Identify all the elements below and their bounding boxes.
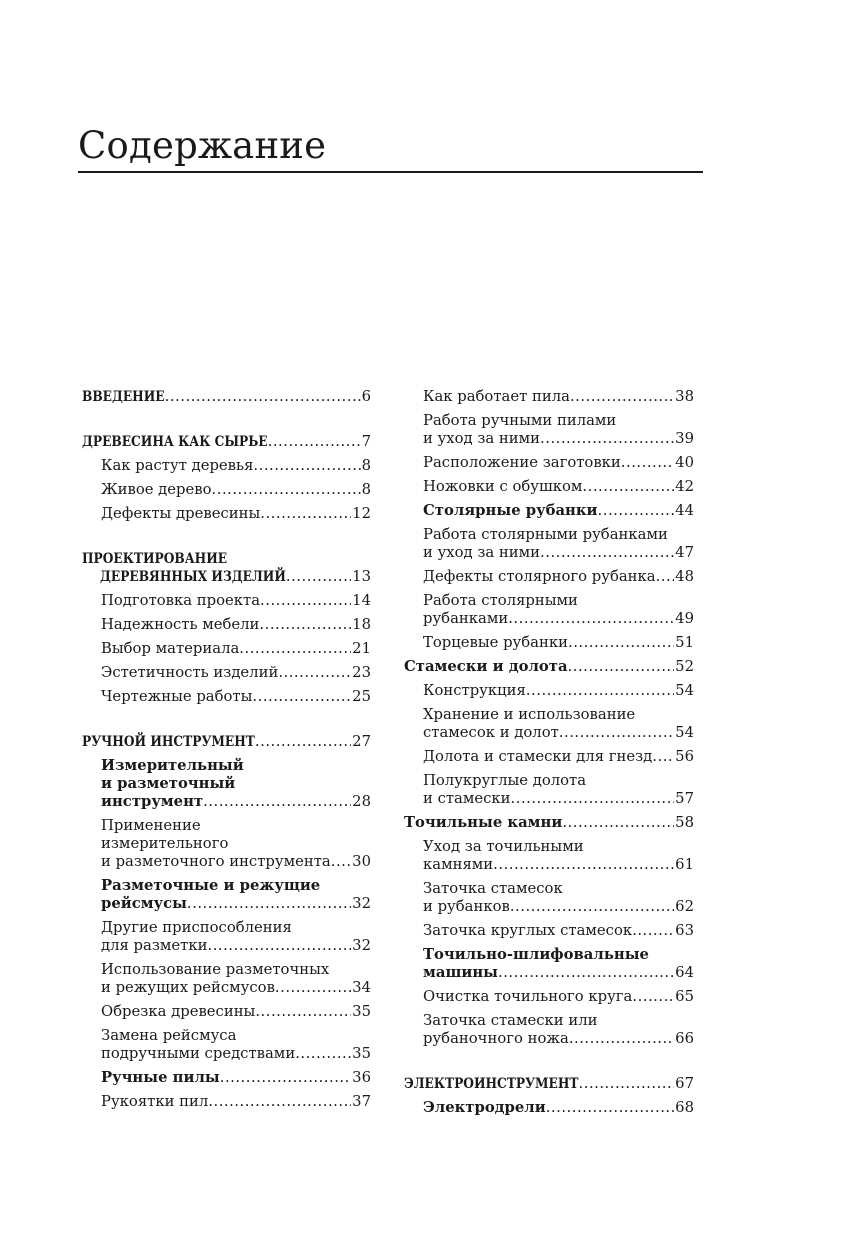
dot-leader	[252, 688, 351, 706]
toc-entry	[404, 658, 694, 676]
toc-entry-title: Торцевые рубанки	[423, 634, 568, 651]
toc-entry-last-line	[101, 979, 371, 997]
toc-entry-last-line	[423, 988, 694, 1006]
toc-entry-line: Уход за точильными	[423, 838, 584, 855]
toc-entry-line: Измерительный	[101, 757, 244, 774]
dot-leader	[207, 937, 351, 955]
toc-entry-page-number: 48	[675, 568, 694, 585]
toc-entry	[82, 757, 371, 811]
toc-entry	[82, 817, 371, 871]
toc-entry	[82, 505, 371, 523]
toc-entry-page-number: 8	[361, 457, 371, 474]
toc-entry-page-number: 28	[352, 793, 371, 810]
toc-entry	[82, 592, 371, 610]
toc-entry-last-line	[101, 592, 371, 610]
toc-entry-line: Полукруглые долота	[423, 772, 587, 789]
toc-entry	[404, 814, 694, 832]
toc-entry-page-number: 32	[352, 895, 371, 912]
dot-leader	[331, 853, 351, 871]
toc-entry-page-number: 38	[675, 388, 694, 405]
toc-entry-last-line	[101, 616, 371, 634]
toc-entry-last-line	[82, 568, 371, 586]
toc-entry	[82, 919, 371, 955]
toc-entry-line: Работа столярными рубанками	[423, 526, 668, 543]
toc-entry-title: Точильные камни	[404, 814, 563, 831]
toc-entry-last-line	[423, 790, 694, 808]
toc-entry-title: Как работает пила	[423, 388, 570, 405]
dot-leader	[568, 658, 675, 676]
toc-entry	[82, 664, 371, 682]
toc-entry	[404, 526, 694, 562]
toc-entry-title: рубанками	[423, 610, 509, 627]
toc-entry	[404, 1012, 694, 1048]
toc-entry-page-number: 51	[675, 634, 694, 651]
toc-entry-line: Замена рейсмуса	[101, 1027, 237, 1044]
toc-entry-page-number: 25	[352, 688, 371, 705]
toc-entry-last-line	[82, 388, 371, 406]
toc-entry-last-line	[423, 430, 694, 448]
toc-entry-last-line	[423, 856, 694, 874]
toc-entry-page-number: 23	[352, 664, 371, 681]
toc-entry-title: камнями	[423, 856, 494, 873]
toc-entry-line: Точильно-шлифовальные	[423, 946, 649, 963]
toc-entry-title: Ножовки с обушком	[423, 478, 583, 495]
dot-leader	[582, 478, 674, 496]
toc-entry-page-number: 30	[352, 853, 371, 870]
toc-entry-last-line	[423, 1099, 694, 1117]
toc-entry-last-line	[423, 610, 694, 628]
toc-entry	[82, 616, 371, 634]
toc-entry	[82, 877, 371, 913]
toc-entry-page-number: 57	[675, 790, 694, 807]
toc-entry-last-line	[101, 793, 371, 811]
toc-entry-last-line	[101, 457, 371, 475]
dot-leader	[208, 1093, 351, 1111]
toc-entry-title: Электродрели	[423, 1099, 546, 1116]
toc-entry-last-line	[101, 1069, 371, 1087]
toc-entry-title: и разметочного инструмента	[101, 853, 331, 870]
toc-entry-page-number: 66	[675, 1030, 694, 1047]
toc-entry-title: Долота и стамески для гнезд	[423, 748, 653, 765]
toc-entry-title: Дефекты столярного рубанка	[423, 568, 656, 585]
toc-entry-title: стамесок и долот	[423, 724, 559, 741]
toc-entry-page-number: 52	[675, 658, 694, 675]
toc-entry-page-number: 14	[352, 592, 371, 609]
toc-entry-page-number: 36	[352, 1069, 371, 1086]
toc-entry-page-number: 61	[675, 856, 694, 873]
dot-leader	[295, 1045, 351, 1063]
dot-leader	[275, 979, 351, 997]
dot-leader	[510, 898, 674, 916]
toc-entry-title: Чертежные работы	[101, 688, 253, 705]
toc-entry-line: Работа ручными пилами	[423, 412, 617, 429]
toc-entry	[82, 1093, 371, 1111]
toc-entry-title: и уход за ними	[423, 544, 541, 561]
dot-leader	[570, 388, 674, 406]
toc-entry-title: Ручные пилы	[101, 1069, 220, 1086]
dot-leader	[239, 640, 351, 658]
dot-leader	[540, 544, 674, 562]
toc-entry-title: рубаночного ножа	[423, 1030, 569, 1047]
toc-entry	[82, 961, 371, 997]
toc-entry-title: Надежность мебели	[101, 616, 260, 633]
toc-entry	[404, 748, 694, 766]
toc-entry-line: Другие приспособления	[101, 919, 292, 936]
toc-entry-title: ДЕРЕВЯННЫХ ИЗДЕЛИЙ	[100, 569, 286, 585]
dot-leader	[540, 430, 674, 448]
dot-leader	[511, 790, 675, 808]
toc-entry-title: подручными средствами	[101, 1045, 296, 1062]
toc-entry	[82, 1069, 371, 1087]
dot-leader	[268, 433, 361, 451]
toc-entry-last-line	[423, 898, 694, 916]
toc-entry-page-number: 37	[352, 1093, 371, 1110]
dot-leader	[656, 568, 675, 586]
toc-entry-line: измерительного	[101, 835, 229, 852]
toc-entry-line: ПРОЕКТИРОВАНИЕ	[82, 551, 228, 567]
toc-entry-title: ЭЛЕКТРОИНСТРУМЕНТ	[404, 1076, 579, 1092]
toc-entry	[404, 838, 694, 874]
dot-leader	[493, 856, 674, 874]
toc-entry-page-number: 35	[352, 1045, 371, 1062]
toc-entry	[82, 481, 371, 499]
toc-entry-title: рейсмусы	[101, 895, 187, 912]
toc-entry-last-line	[101, 895, 371, 913]
toc-entry-title: Как растут деревья	[101, 457, 254, 474]
toc-entry-last-line	[423, 454, 694, 472]
dot-leader	[579, 1075, 675, 1093]
toc-entry-page-number: 54	[675, 724, 694, 741]
toc-entry	[82, 688, 371, 706]
toc-entry-page-number: 13	[352, 568, 371, 585]
toc-entry	[404, 592, 694, 628]
toc-entry-line: Работа столярными	[423, 592, 578, 609]
toc-entry	[404, 1075, 694, 1093]
toc-entry-page-number: 18	[352, 616, 371, 633]
toc-entry-last-line	[101, 1093, 371, 1111]
toc-entry-line: Хранение и использование	[423, 706, 636, 723]
dot-leader	[220, 1069, 351, 1087]
toc-entry-page-number: 42	[675, 478, 694, 495]
toc-entry-page-number: 40	[675, 454, 694, 471]
dot-leader	[255, 733, 351, 751]
toc-entry	[404, 682, 694, 700]
toc-entry-page-number: 68	[675, 1099, 694, 1116]
toc-entry	[404, 946, 694, 982]
toc-entry-last-line	[423, 502, 694, 520]
toc-entry-last-line	[423, 682, 694, 700]
toc-entry-last-line	[101, 505, 371, 523]
toc-entry	[82, 733, 371, 751]
toc-entry	[404, 706, 694, 742]
toc-entry-last-line	[423, 964, 694, 982]
dot-leader	[569, 1030, 674, 1048]
toc-entry-last-line	[423, 544, 694, 562]
toc-entry-page-number: 65	[675, 988, 694, 1005]
toc-entry-last-line	[423, 922, 694, 940]
toc-entry-page-number: 47	[675, 544, 694, 561]
toc-right-column	[404, 388, 694, 1117]
toc-entry-title: Стамески и долота	[404, 658, 568, 675]
toc-entry-line: Использование разметочных	[101, 961, 330, 978]
toc-entry-page-number: 64	[675, 964, 694, 981]
toc-entry	[82, 640, 371, 658]
toc-entry-last-line	[404, 814, 694, 832]
toc-entry-page-number: 32	[352, 937, 371, 954]
toc-entry-page-number: 34	[352, 979, 371, 996]
toc-entry-page-number: 7	[361, 433, 371, 450]
toc-entry-page-number: 67	[675, 1075, 694, 1092]
dot-leader	[203, 793, 351, 811]
dot-leader	[498, 964, 674, 982]
toc-entry-last-line	[101, 688, 371, 706]
toc-entry-last-line	[101, 664, 371, 682]
dot-leader	[212, 481, 361, 499]
toc-entry-title: и стамески	[423, 790, 511, 807]
toc-entry	[404, 388, 694, 406]
dot-leader	[632, 988, 674, 1006]
toc-entry	[404, 502, 694, 520]
toc-entry-page-number: 39	[675, 430, 694, 447]
toc-entry-title: Расположение заготовки	[423, 454, 621, 471]
page-title: Содержание	[78, 124, 327, 167]
toc-entry-title: Дефекты древесины	[101, 505, 261, 522]
dot-leader	[559, 724, 674, 742]
toc-entry-last-line	[101, 853, 371, 871]
dot-leader	[508, 610, 674, 628]
toc-entry-title: и режущих рейсмусов	[101, 979, 275, 996]
toc-entry-title: Подготовка проекта	[101, 592, 261, 609]
title-rule	[78, 171, 703, 173]
toc-entry-last-line	[423, 568, 694, 586]
toc-entry-last-line	[404, 1075, 694, 1093]
toc-entry-page-number: 35	[352, 1003, 371, 1020]
toc-entry	[404, 880, 694, 916]
toc-entry-title: инструмент	[101, 793, 204, 810]
toc-entry-title: Очистка точильного круга	[423, 988, 633, 1005]
toc-entry-title: Обрезка древесины	[101, 1003, 256, 1020]
toc-entry-title: и уход за ними	[423, 430, 541, 447]
dot-leader	[632, 922, 674, 940]
dot-leader	[187, 895, 351, 913]
toc-entry-line: Заточка стамесок	[423, 880, 563, 897]
dot-leader	[286, 568, 351, 586]
toc-entry-line: Применение	[101, 817, 201, 834]
toc-entry	[404, 772, 694, 808]
toc-entry-title: и рубанков	[423, 898, 510, 915]
toc-entry	[404, 412, 694, 448]
toc-entry	[82, 457, 371, 475]
dot-leader	[598, 502, 675, 520]
dot-leader	[652, 748, 674, 766]
toc-entry-page-number: 56	[675, 748, 694, 765]
toc-entry	[404, 634, 694, 652]
toc-entry-page-number: 58	[675, 814, 694, 831]
toc-entry-line: Разметочные и режущие	[101, 877, 321, 894]
toc-entry-last-line	[423, 634, 694, 652]
toc-entry	[82, 1003, 371, 1021]
toc-entry-title: Эстетичность изделий	[101, 664, 279, 681]
toc-entry	[404, 922, 694, 940]
dot-leader	[278, 664, 351, 682]
toc-entry-page-number: 21	[352, 640, 371, 657]
toc-entry-line: Заточка стамески или	[423, 1012, 598, 1029]
toc-entry-last-line	[423, 478, 694, 496]
toc-entry-last-line	[82, 433, 371, 451]
toc-entry	[404, 988, 694, 1006]
toc-entry	[404, 454, 694, 472]
toc-entry-last-line	[101, 481, 371, 499]
toc-entry-last-line	[423, 1030, 694, 1048]
dot-leader	[546, 1099, 674, 1117]
dot-leader	[562, 814, 674, 832]
toc-entry-page-number: 44	[675, 502, 694, 519]
dot-leader	[260, 592, 351, 610]
toc-entry-title: Столярные рубанки	[423, 502, 598, 519]
toc-entry-title: ВВЕДЕНИЕ	[82, 389, 165, 405]
toc-entry-title: РУЧНОЙ ИНСТРУМЕНТ	[82, 734, 255, 750]
toc-entry-page-number: 49	[675, 610, 694, 627]
toc-entry-last-line	[101, 640, 371, 658]
toc-left-column	[82, 388, 371, 1111]
toc-entry-last-line	[101, 937, 371, 955]
toc-entry-title: Заточка круглых стамесок	[423, 922, 633, 939]
toc-entry	[404, 478, 694, 496]
toc-entry-page-number: 27	[352, 733, 371, 750]
toc-entry-title: ДРЕВЕСИНА КАК СЫРЬЕ	[82, 434, 268, 450]
dot-leader	[260, 505, 351, 523]
toc-entry-title: Выбор материала	[101, 640, 240, 657]
toc-entry-last-line	[101, 1003, 371, 1021]
toc-entry-last-line	[423, 388, 694, 406]
dot-leader	[255, 1003, 351, 1021]
toc-entry-last-line	[423, 748, 694, 766]
toc-entry-last-line	[423, 724, 694, 742]
dot-leader	[165, 388, 361, 406]
toc-entry-page-number: 8	[361, 481, 371, 498]
toc-entry	[82, 550, 371, 586]
toc-entry-page-number: 62	[675, 898, 694, 915]
toc-entry-line: и разметочный	[101, 775, 236, 792]
toc-entry-last-line	[101, 1045, 371, 1063]
toc-entry-title: машины	[423, 964, 498, 981]
toc-entry-title: Конструкция	[423, 682, 526, 699]
toc-entry-page-number: 54	[675, 682, 694, 699]
toc-entry-title: Живое дерево	[101, 481, 212, 498]
toc-entry-last-line	[82, 733, 371, 751]
toc-entry-page-number: 6	[361, 388, 371, 405]
toc-entry	[82, 1027, 371, 1063]
toc-entry-title: для разметки	[101, 937, 208, 954]
dot-leader	[568, 634, 674, 652]
toc-entry-page-number: 63	[675, 922, 694, 939]
toc-entry-last-line	[404, 658, 694, 676]
toc-entry	[404, 1099, 694, 1117]
dot-leader	[526, 682, 674, 700]
dot-leader	[621, 454, 674, 472]
toc-entry	[404, 568, 694, 586]
toc-entry	[82, 433, 371, 451]
dot-leader	[253, 457, 360, 475]
toc-entry-page-number: 12	[352, 505, 371, 522]
toc-entry	[82, 388, 371, 406]
toc-entry-title: Рукоятки пил	[101, 1093, 209, 1110]
dot-leader	[259, 616, 351, 634]
